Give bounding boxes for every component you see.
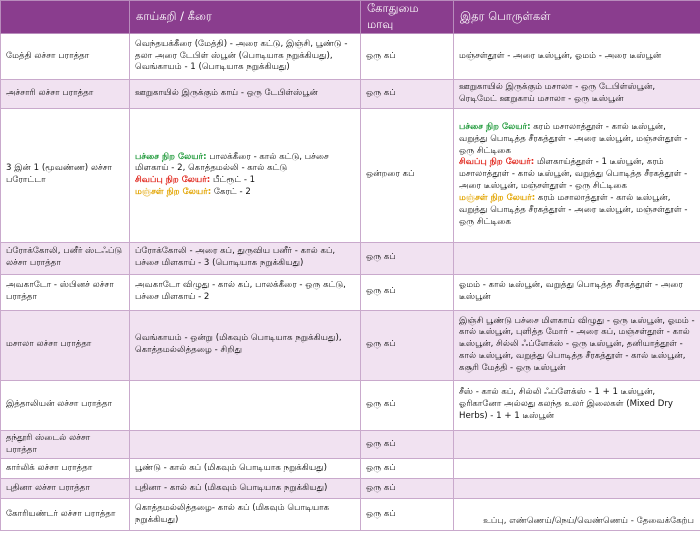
recipe-name: புதினா லச்சா பராத்தா bbox=[1, 479, 130, 499]
other-cell bbox=[454, 459, 700, 479]
vegetable-cell bbox=[130, 108, 361, 242]
red-layer-other-text: மிளகாய்த்தூள் - 1 டீஸ்பூன், கரம் மசாலாத்தூள் - கால் டீஸ்பூன், வறுத்து பொடித்த சீரகத்தூள் - அரை டீஸ்பூன், மஞ்சள்தூள் - ஒரு சிட்டிகை bbox=[459, 157, 688, 192]
green-layer-other-text: கரம் மசாலாத்தூள் - கால் டீஸ்பூன், வறுத்து பொடித்த சீரகத்தூள் - அரை டீஸ்பூன், மஞ்சள்தூள் - ஒரு சிட்டிகை bbox=[459, 121, 688, 156]
recipe-name: ப்ரோக்கோலி, பனீர் ஸ்டஃப்டு லச்சா பராத்தா bbox=[1, 242, 130, 274]
flour-cell: ஒரு கப் bbox=[361, 80, 454, 109]
flour-cell: ஒரு கப் bbox=[361, 499, 454, 531]
green-layer-other bbox=[459, 122, 695, 158]
vegetable-cell: அவகாடோ விழுது - கால் கப், பாலக்கீரை - ஒரு கட்டு, பச்சை மிளகாய் - 2 bbox=[130, 274, 361, 310]
red-layer-label: சிவப்பு நிற லேயர்: bbox=[459, 157, 535, 168]
recipe-name: கார்லிக் லச்சா பராத்தா bbox=[1, 459, 130, 479]
table-row bbox=[1, 310, 700, 380]
other-cell: மஞ்சள்தூள் - அரை டீஸ்பூன், ஓமம் - அரை டீஸ்பூன் bbox=[454, 34, 700, 80]
flour-cell: ஒரு கப் bbox=[361, 274, 454, 310]
yellow-layer-other-text: கரம் மசாலாத்தூள் - கால் டீஸ்பூன், வறுத்து பொடித்த சீரகத்தூள் - அரை டீஸ்பூன், மஞ்சள்தூள் - ஒரு சிட்டிகை bbox=[459, 193, 688, 227]
recipe-name: இத்தாலியன் லச்சா பராத்தா bbox=[1, 380, 130, 430]
green-layer-label: பச்சை நிற லேயர்: bbox=[459, 121, 531, 132]
table-row bbox=[1, 479, 700, 499]
other-cell bbox=[454, 108, 700, 242]
recipe-name: கோரியண்டர் லச்சா பராத்தா bbox=[1, 499, 130, 531]
vegetable-cell: கொத்தமல்லித்தழை- கால் கப் (மிகவும் பொடியாக நறுக்கியது) bbox=[130, 499, 361, 531]
recipe-name: அவகாடோ - ஸ்பினச் லச்சா பராத்தா bbox=[1, 274, 130, 310]
green-layer-label: பச்சை நிற லேயர்: bbox=[135, 151, 207, 162]
vegetable-cell: ஊறுகாயில் இருக்கும் காய் - ஒரு டேபிள்ஸ்பூன் bbox=[130, 80, 361, 109]
yellow-layer-label: மஞ்சள் நிற லேயர்: bbox=[459, 193, 536, 203]
flour-cell: ஒரு கப் bbox=[361, 430, 454, 459]
recipe-name: தந்தூரி ஸ்டைல் லச்சா பராத்தா bbox=[1, 430, 130, 459]
flour-cell: ஒரு கப் bbox=[361, 242, 454, 274]
table-row bbox=[1, 242, 700, 274]
header-other-ingredients: இதர பொருள்கள் bbox=[454, 1, 700, 34]
flour-cell: ஒரு கப் bbox=[361, 479, 454, 499]
table-row bbox=[1, 80, 700, 109]
table-row bbox=[1, 274, 700, 310]
red-layer-label: சிவப்பு நிற லேயர்: bbox=[135, 175, 211, 186]
recipe-name: அச்சாரி லச்சா பராத்தா bbox=[1, 80, 130, 109]
recipe-name: 3 இன் 1 (மூவண்ண) லச்சா பரோட்டா bbox=[1, 108, 130, 242]
red-layer-veg-text: பீட்ரூட் - 1 bbox=[212, 175, 256, 186]
table-row bbox=[1, 380, 700, 430]
vegetable-cell bbox=[130, 430, 361, 459]
recipe-name: மேத்தி லச்சா பராத்தா bbox=[1, 34, 130, 80]
green-layer-veg-text: பாலக்கீரை - கால் கட்டு, பச்சை மிளகாய் - 2, கொத்தமல்லி - கால் கட்டு bbox=[135, 151, 329, 174]
flour-cell: ஒன்றரை கப் bbox=[361, 108, 454, 242]
other-cell bbox=[454, 479, 700, 499]
vegetable-cell: ப்ரோக்கோலி - அரை கப், துருவிய பனீர் - கால் கப், பச்சை மிளகாய் - 3 (பொடியாக நறுக்கியது) bbox=[130, 242, 361, 274]
red-layer-veg bbox=[135, 175, 355, 187]
table-row bbox=[1, 459, 700, 479]
yellow-layer-other bbox=[459, 193, 695, 229]
vegetable-cell: வெந்தயக்கீரை (மேத்தி) - அரை கட்டு, இஞ்சி, பூண்டு - தலா அரை டேபிள் ஸ்பூன் (பொடியாக நறுக்கியது), வெங்காயம் - 1 (பொடியாக நறுக்கியது) bbox=[130, 34, 361, 80]
flour-cell: ஒரு கப் bbox=[361, 310, 454, 380]
other-cell: சீஸ் - கால் கப், சில்லி ஃப்ளேக்ஸ் - 1 + 1 டீஸ்பூன், ஓரிகானோ அல்லது கலந்த உலர் இலைகள் (Mixed Dry Herbs) - 1 + 1 டீஸ்பூன் bbox=[454, 380, 700, 430]
table-row bbox=[1, 108, 700, 242]
other-cell: ஊறுகாயில் இருக்கும் மசாலா - ஒரு டேபிள்ஸ்பூன், ரெடிமேட் ஊறுகாய் மசாலா - ஒரு டீஸ்பூன் bbox=[454, 80, 700, 109]
flour-cell: ஒரு கப் bbox=[361, 380, 454, 430]
other-cell bbox=[454, 430, 700, 459]
green-layer-veg bbox=[135, 152, 355, 176]
flour-cell: ஒரு கப் bbox=[361, 459, 454, 479]
other-cell bbox=[454, 242, 700, 274]
flour-cell: ஒரு கப் bbox=[361, 34, 454, 80]
vegetable-cell: புதினா - கால் கப் (மிகவும் பொடியாக நறுக்கியது) bbox=[130, 479, 361, 499]
footnote: உப்பு, எண்ணெய்/நெய்/வெண்ணெய் - தேவைக்கேற்ப bbox=[483, 516, 694, 526]
header-wheat-flour: கோதுமை மாவு bbox=[361, 1, 454, 34]
header-row bbox=[1, 1, 700, 34]
red-layer-other bbox=[459, 157, 695, 193]
recipe-name: மசாலா லச்சா பராத்தா bbox=[1, 310, 130, 380]
vegetable-cell: வெங்காயம் - ஒன்று (மிகவும் பொடியாக நறுக்கியது), கொத்தமல்லித்தழை - சிறிது bbox=[130, 310, 361, 380]
table-row bbox=[1, 34, 700, 80]
header-vegetables: காய்கறி / கீரை bbox=[130, 1, 361, 34]
other-cell: ஓமம் - கால் டீஸ்பூன், வறுத்து பொடித்த சீரகத்தூள் - அரை டீஸ்பூன் bbox=[454, 274, 700, 310]
header-name bbox=[1, 1, 130, 34]
yellow-layer-veg-text: கேரட் - 2 bbox=[213, 187, 251, 198]
vegetable-cell bbox=[130, 380, 361, 430]
other-cell: இஞ்சி பூண்டு பச்சை மிளகாய் விழுது - ஒரு டீஸ்பூன், ஓமம் - கால் டீஸ்பூன், புளித்த மோர் - அரை கப், மஞ்சள்தூள் - கால் டீஸ்பூன், சில்லி ஃப்ளேக்ஸ் - ஒரு டீஸ்பூன், தனியாத்தூள் - கால் டீஸ்பூன், வறுத்து பொடித்த சீரகத்தூள் - கால் டீஸ்பூன், கசூரி மேத்தி - ஒரு டீஸ்பூன் bbox=[454, 310, 700, 380]
vegetable-cell: பூண்டு - கால் கப் (மிகவும் பொடியாக நறுக்கியது) bbox=[130, 459, 361, 479]
table-row bbox=[1, 430, 700, 459]
yellow-layer-label: மஞ்சள் நிற லேயர்: bbox=[135, 187, 212, 198]
yellow-layer-veg bbox=[135, 187, 355, 199]
